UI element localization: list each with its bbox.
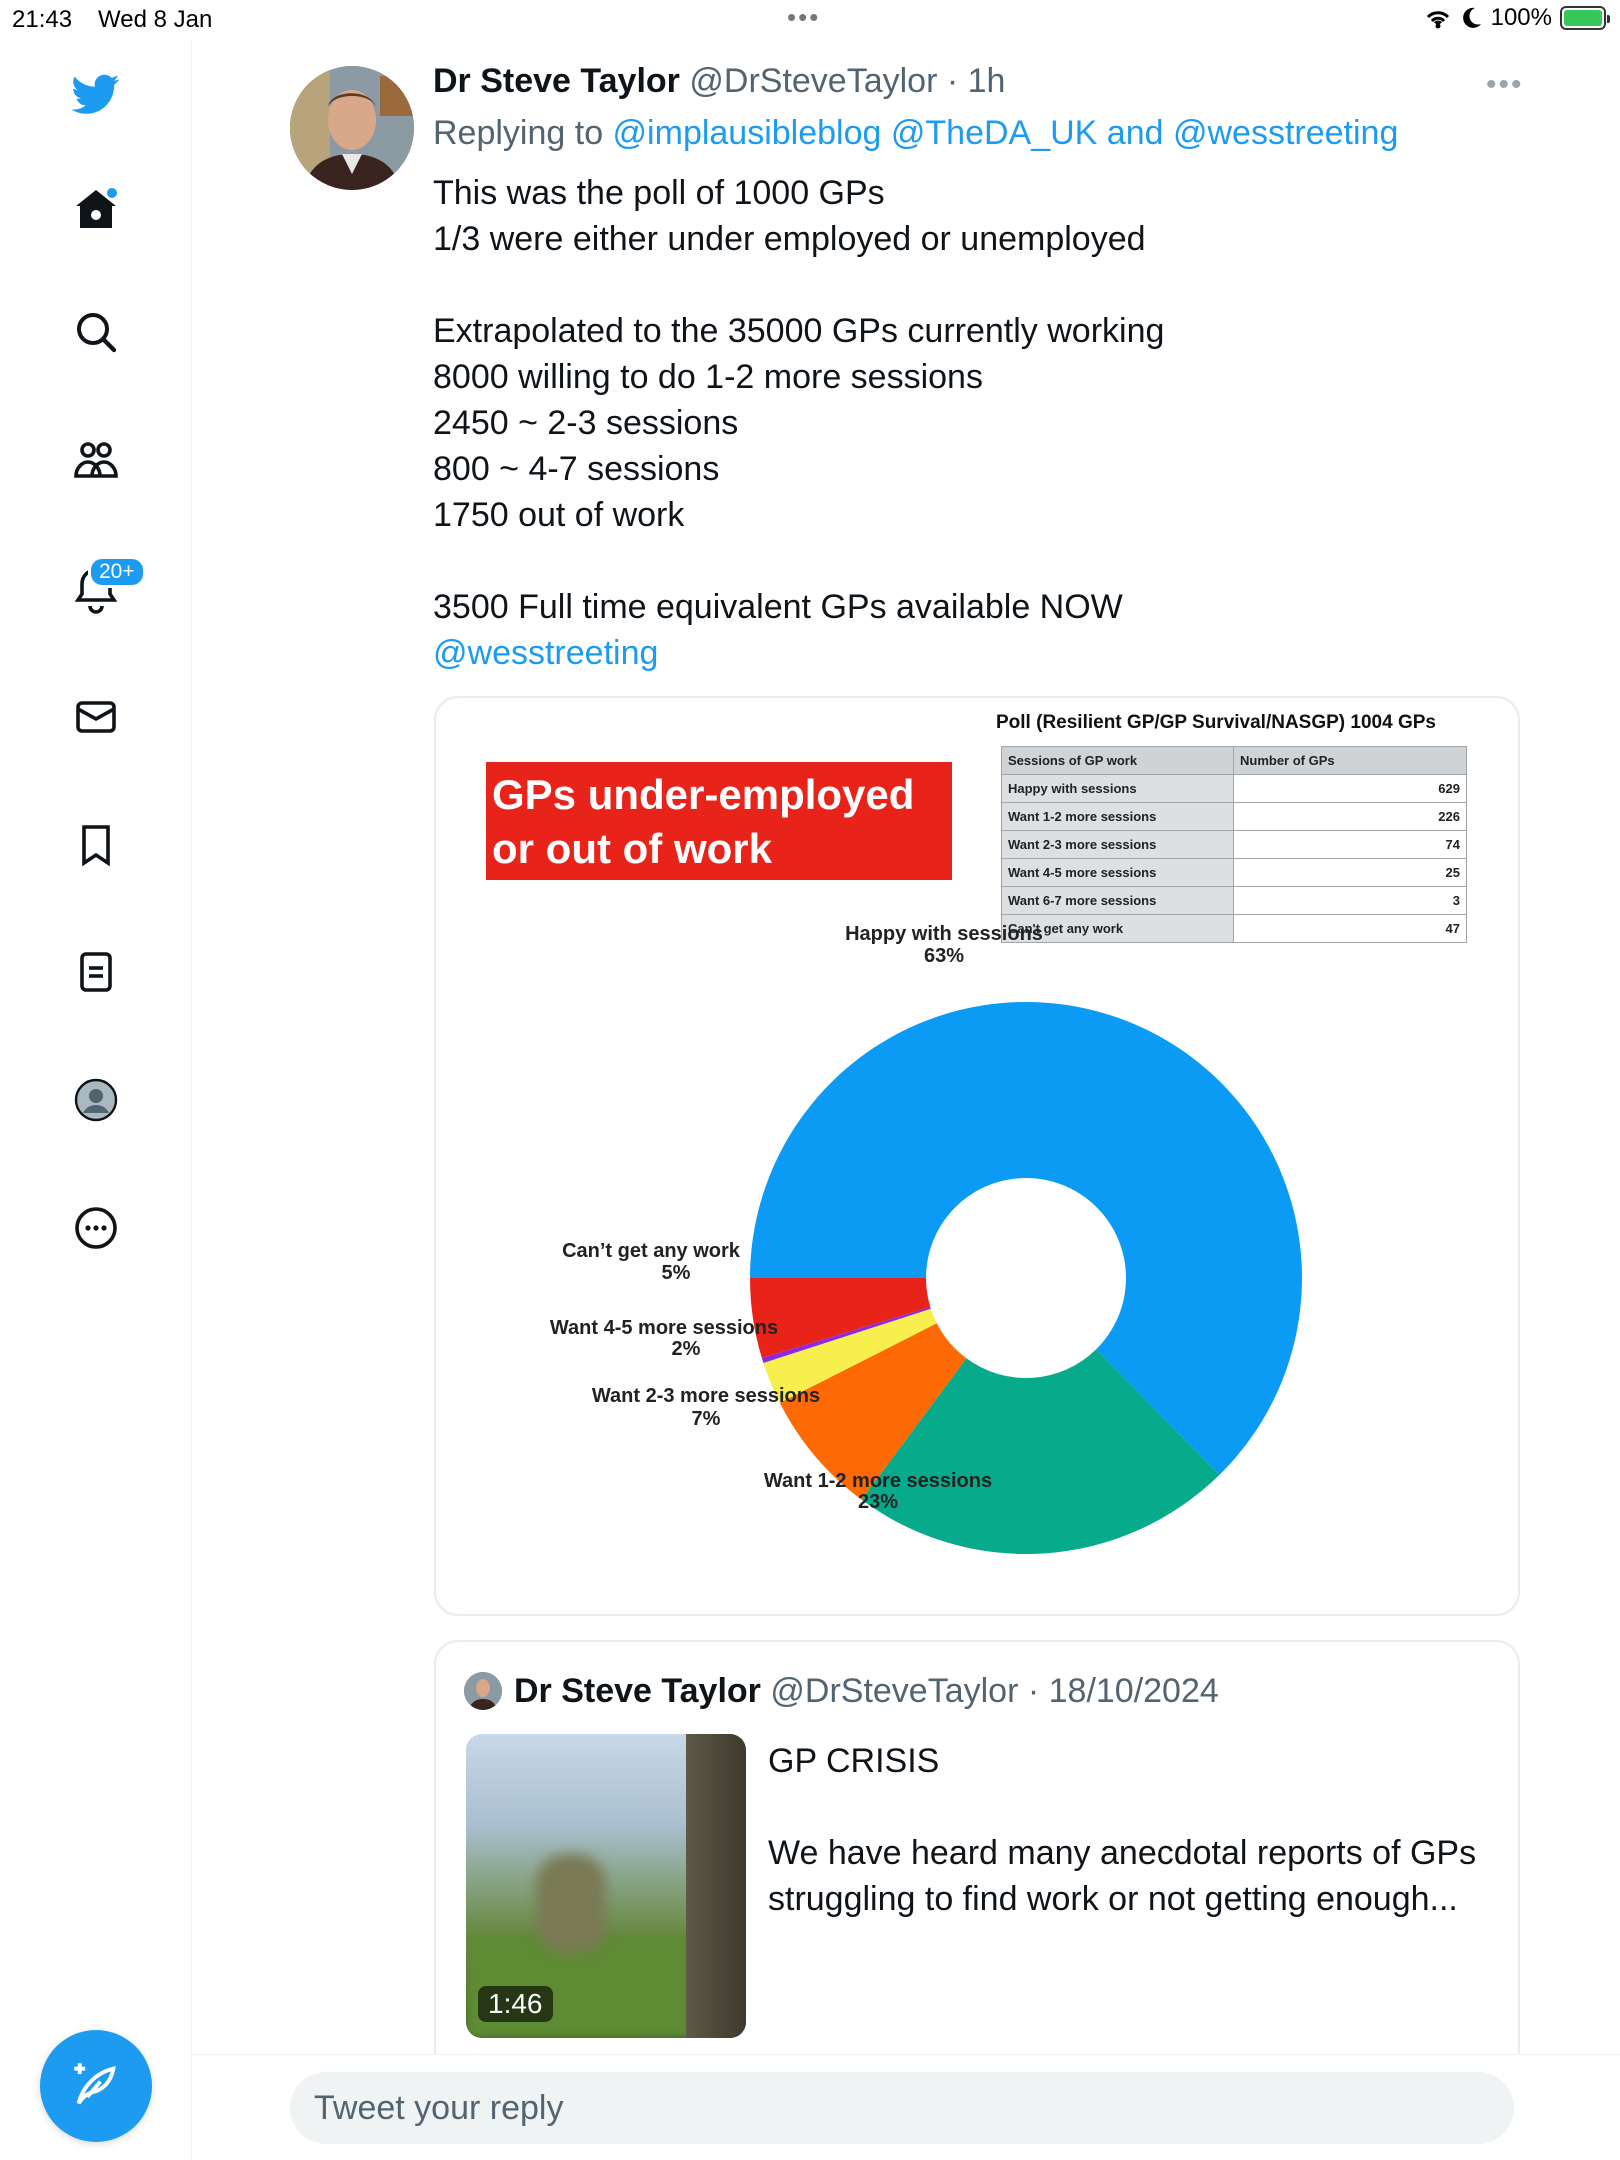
sidebar-nav <box>0 40 192 2160</box>
author-handle[interactable]: @DrSteveTaylor <box>689 62 938 100</box>
status-right <box>1423 4 1606 32</box>
twitter-bird-icon[interactable] <box>64 62 128 126</box>
poll-title: Poll (Resilient GP/GP Survival/NASGP) 1004 GPs <box>996 712 1436 733</box>
poll-cell-value: 3 <box>1234 887 1467 915</box>
donut-chart <box>436 698 1520 1616</box>
tweet-line: 800 ~ 4-7 sessions <box>433 450 720 488</box>
poll-cell-value: 74 <box>1234 831 1467 859</box>
profile-icon[interactable] <box>64 1068 128 1132</box>
home-icon[interactable] <box>64 178 128 242</box>
wifi-icon <box>1423 6 1453 30</box>
reply-input[interactable]: Tweet your reply <box>290 2072 1514 2144</box>
compose-tweet-icon <box>70 2060 122 2112</box>
tweet-media-image[interactable] <box>434 696 1520 1616</box>
poll-cell-value: 629 <box>1234 775 1467 803</box>
poll-cell-label: Want 2-3 more sessions <box>1002 831 1234 859</box>
donut-label-name: Want 1-2 more sessions <box>763 1470 993 1492</box>
tweet-line: 8000 willing to do 1-2 more sessions <box>433 358 983 396</box>
quoted-line: GP CRISIS <box>768 1742 940 1780</box>
replying-to <box>433 114 1398 153</box>
thumbnail-figure <box>536 1854 606 1954</box>
donut-label-name: Can’t get any work <box>562 1240 740 1262</box>
status-time: 21:43 <box>12 6 73 33</box>
status-date: Wed 8 Jan <box>98 6 213 33</box>
reply-bar <box>192 2054 1620 2160</box>
poll-table-header: Sessions of GP work <box>1002 747 1234 775</box>
poll-cell-label: Want 4-5 more sessions <box>1002 859 1234 887</box>
quoted-line: struggling to find work or not getting enough... <box>768 1880 1458 1918</box>
poll-cell-value: 47 <box>1234 915 1467 943</box>
tweet-header <box>433 62 1005 101</box>
poll-cell-label: Happy with sessions <box>1002 775 1234 803</box>
tweet-line: Extrapolated to the 35000 GPs currently working <box>433 312 1165 350</box>
quoted-author-handle: @DrSteveTaylor <box>770 1672 1019 1710</box>
battery-percent: 100% <box>1490 4 1552 31</box>
donut-label-pct: 63% <box>923 945 965 967</box>
tweet-line: 1750 out of work <box>433 496 685 534</box>
tweet-line-blank <box>433 538 1164 584</box>
donut-label-name: Want 2-3 more sessions <box>591 1385 821 1407</box>
poll-cell-label: Want 6-7 more sessions <box>1002 887 1234 915</box>
replying-and: and <box>1097 114 1173 152</box>
battery-icon <box>1560 6 1606 30</box>
quoted-line-blank <box>768 1784 1498 1830</box>
donut-label-pct: 7% <box>691 1408 721 1430</box>
quoted-text <box>768 1738 1498 1922</box>
donut-label-name: Want 4-5 more sessions <box>549 1317 779 1339</box>
poll-cell-value: 226 <box>1234 803 1467 831</box>
messages-envelope-icon[interactable] <box>64 685 128 749</box>
poll-cell-value: 25 <box>1234 859 1467 887</box>
quoted-line: We have heard many anecdotal reports of GPs <box>768 1834 1477 1872</box>
multitasking-dots-icon[interactable]: ••• <box>787 2 821 32</box>
communities-icon[interactable] <box>64 428 128 492</box>
author-avatar[interactable] <box>290 66 414 190</box>
quoted-date: · 18/10/2024 <box>1018 1672 1219 1710</box>
tweet-line: 3500 Full time equivalent GPs available NOW <box>433 588 1123 626</box>
more-options-icon[interactable] <box>64 1196 128 1260</box>
donut-label-pct: 2% <box>671 1338 701 1360</box>
status-bar <box>0 0 1620 40</box>
donut-label-name: Happy with sessions <box>845 923 1043 945</box>
tweet-line-blank <box>433 262 1164 308</box>
quoted-video-thumbnail[interactable] <box>466 1734 746 2038</box>
author-name[interactable]: Dr Steve Taylor <box>433 62 680 100</box>
video-duration: 1:46 <box>478 1986 553 2022</box>
notifications-badge: 20+ <box>88 556 146 588</box>
poll-table-header: Number of GPs <box>1234 747 1467 775</box>
replying-last-mention[interactable]: @wesstreeting <box>1172 114 1399 152</box>
poll-cell-label: Can't get any work <box>1002 915 1234 943</box>
tweet-line: 2450 ~ 2-3 sessions <box>433 404 739 442</box>
tweet-mention-link[interactable]: @wesstreeting <box>433 634 659 672</box>
thumbnail-wall <box>686 1734 746 2038</box>
image-red-title-line2: or out of work <box>492 825 772 872</box>
donut-label-pct: 23% <box>857 1491 899 1513</box>
quoted-author-name: Dr Steve Taylor <box>514 1672 761 1710</box>
poll-cell-label: Want 1-2 more sessions <box>1002 803 1234 831</box>
tweet-more-icon[interactable]: ••• <box>1486 68 1524 101</box>
tweet-text <box>433 170 1164 676</box>
bookmark-icon[interactable] <box>64 813 128 877</box>
tweet-line: This was the poll of 1000 GPs <box>433 174 885 212</box>
quoted-author-avatar <box>464 1672 502 1710</box>
replying-mentions[interactable]: @implausibleblog @TheDA_UK <box>612 114 1098 152</box>
moon-icon <box>1461 6 1483 30</box>
tweet-line: 1/3 were either under employed or unemployed <box>433 220 1146 258</box>
quoted-header <box>514 1672 1219 1711</box>
image-red-title-line1: GPs under-employed <box>492 771 915 818</box>
compose-tweet-button[interactable] <box>40 2030 152 2142</box>
lists-icon[interactable] <box>64 940 128 1004</box>
donut-label-pct: 5% <box>661 1262 691 1284</box>
replying-prefix: Replying to <box>433 114 613 152</box>
search-icon[interactable] <box>64 300 128 364</box>
tweet-time: · 1h <box>937 62 1006 100</box>
quoted-tweet[interactable] <box>434 1640 1520 2060</box>
